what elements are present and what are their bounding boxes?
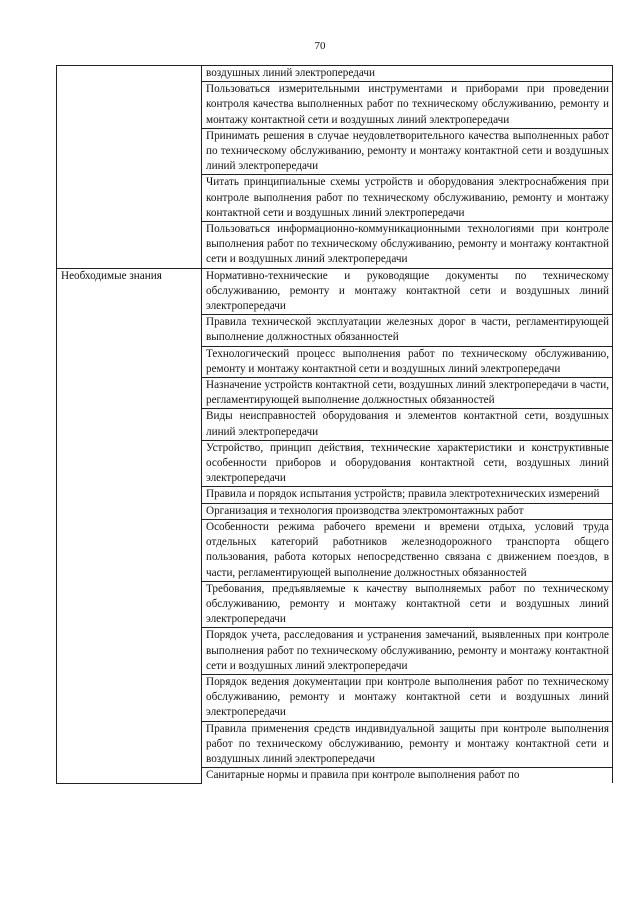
knowledge-item: Порядок ведения документации при контроле выполнения работ по техническому обслуживанию, ремонту и монтажу контактной сети и воздушных линий электропередачи xyxy=(202,674,613,721)
knowledge-label-cell: Необходимые знания xyxy=(57,268,202,783)
skills-label-cell xyxy=(57,66,202,269)
knowledge-item: Устройство, принцип действия, технические характеристики и конструктивные особенности приборов и оборудования контактной сети, воздушных линий электропередачи xyxy=(202,440,613,487)
knowledge-item: Особенности режима рабочего времени и времени отдыха, условий труда отдельных категорий работников железнодорожного транспорта общего пользования, работа которых непосредственно связана с движением поездов, в части, регламентирующей выполнение должностных обязанностей xyxy=(202,519,613,581)
table-row xyxy=(57,66,613,82)
page-number: 70 xyxy=(314,40,326,52)
knowledge-item: Назначение устройств контактной сети, воздушных линий электропередачи в части, регламентирующей выполнение должностных обязанностей xyxy=(202,378,613,409)
knowledge-item: Санитарные нормы и правила при контроле выполнения работ по xyxy=(202,768,613,784)
knowledge-item: Порядок учета, расследования и устранения замечаний, выявленных при контроле выполнения работ по техническому обслуживанию, ремонту и монтажу контактной сети и воздушных линий электропередачи xyxy=(202,628,613,675)
knowledge-item: Организация и технология производства электромонтажных работ xyxy=(202,503,613,519)
skill-item: воздушных линий электропередачи xyxy=(202,66,613,82)
skill-item: Пользоваться информационно-коммуникационными технологиями при контроле выполнения работ по техническому обслуживанию, ремонту и монтажу контактной сети и воздушных линий электропередачи xyxy=(202,222,613,269)
skill-item: Читать принципиальные схемы устройств и оборудования электроснабжения при контроле выполнения работ по техническому обслуживанию, ремонту и монтажу контактной сети и воздушных линий электропередачи xyxy=(202,175,613,222)
skill-item: Принимать решения в случае неудовлетворительного качества выполненных работ по техническому обслуживанию, ремонту и монтажу контактной сети и воздушных линий электропередачи xyxy=(202,128,613,175)
knowledge-item: Виды неисправностей оборудования и элементов контактной сети, воздушных линий электропередачи xyxy=(202,409,613,440)
knowledge-item: Правила технической эксплуатации железных дорог в части, регламентирующей выполнение должностных обязанностей xyxy=(202,315,613,346)
table-row xyxy=(57,268,613,315)
requirements-table xyxy=(56,65,613,784)
knowledge-item: Правила применения средств индивидуальной защиты при контроле выполнения работ по техническому обслуживанию, ремонту и монтажу контактной сети и воздушных линий электропередачи xyxy=(202,721,613,768)
knowledge-item: Правила и порядок испытания устройств; правила электротехнических измерений xyxy=(202,487,613,503)
knowledge-item: Нормативно-технические и руководящие документы по техническому обслуживанию, ремонту и монтажу контактной сети и воздушных линий электропередачи xyxy=(202,268,613,315)
skill-item: Пользоваться измерительными инструментами и приборами при проведении контроля качества выполненных работ по техническому обслуживанию, ремонту и монтажу контактной сети и воздушных линий электропередачи xyxy=(202,82,613,129)
knowledge-item: Технологический процесс выполнения работ по техническому обслуживанию, ремонту и монтажу контактной сети и воздушных линий электропередачи xyxy=(202,346,613,377)
knowledge-item: Требования, предъявляемые к качеству выполняемых работ по техническому обслуживанию, ремонту и монтажу контактной сети и воздушных линий электропередачи xyxy=(202,581,613,628)
